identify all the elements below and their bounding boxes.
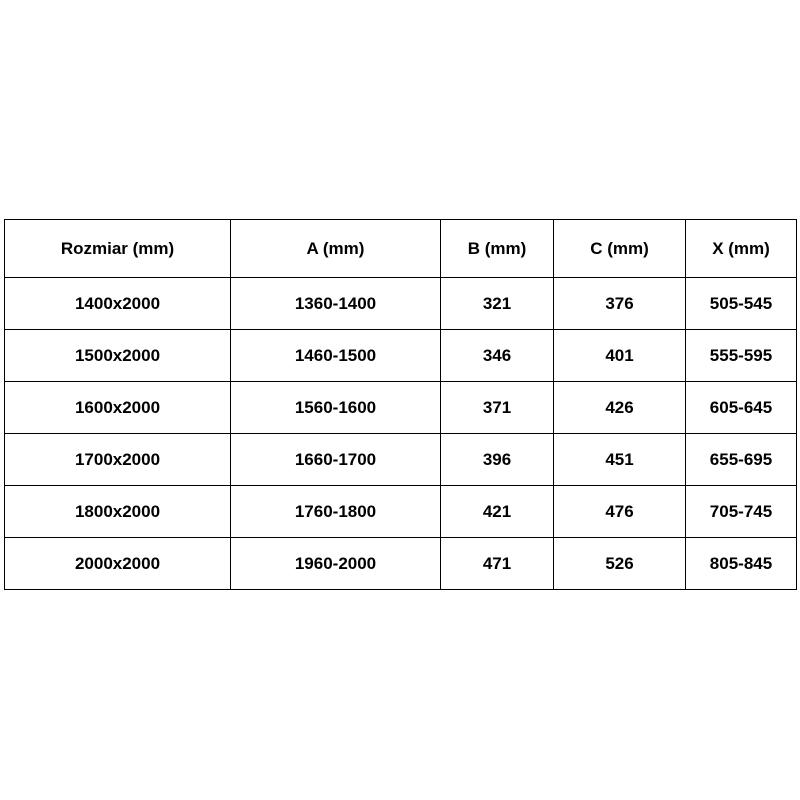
cell-rozmiar: 1700x2000: [5, 434, 231, 486]
cell-c: 376: [554, 278, 686, 330]
cell-a: 1760-1800: [231, 486, 441, 538]
table-row: [5, 538, 797, 590]
cell-c: 476: [554, 486, 686, 538]
cell-rozmiar: 2000x2000: [5, 538, 231, 590]
cell-x: 705-745: [686, 486, 797, 538]
cell-a: 1360-1400: [231, 278, 441, 330]
cell-x: 655-695: [686, 434, 797, 486]
table-row: [5, 486, 797, 538]
cell-rozmiar: 1600x2000: [5, 382, 231, 434]
cell-x: 555-595: [686, 330, 797, 382]
cell-a: 1460-1500: [231, 330, 441, 382]
cell-b: 346: [441, 330, 554, 382]
table-row: [5, 434, 797, 486]
cell-a: 1560-1600: [231, 382, 441, 434]
cell-rozmiar: 1800x2000: [5, 486, 231, 538]
cell-c: 526: [554, 538, 686, 590]
cell-x: 505-545: [686, 278, 797, 330]
column-header-x: X (mm): [686, 220, 797, 278]
column-header-b: B (mm): [441, 220, 554, 278]
table-header-row: [5, 220, 797, 278]
cell-x: 805-845: [686, 538, 797, 590]
cell-b: 421: [441, 486, 554, 538]
cell-b: 371: [441, 382, 554, 434]
cell-c: 451: [554, 434, 686, 486]
table-row: [5, 278, 797, 330]
cell-b: 396: [441, 434, 554, 486]
cell-rozmiar: 1500x2000: [5, 330, 231, 382]
table-row: [5, 382, 797, 434]
cell-c: 401: [554, 330, 686, 382]
cell-b: 321: [441, 278, 554, 330]
column-header-c: C (mm): [554, 220, 686, 278]
column-header-rozmiar: Rozmiar (mm): [5, 220, 231, 278]
cell-x: 605-645: [686, 382, 797, 434]
cell-rozmiar: 1400x2000: [5, 278, 231, 330]
dimensions-table: [4, 219, 797, 590]
table-row: [5, 330, 797, 382]
cell-a: 1660-1700: [231, 434, 441, 486]
cell-b: 471: [441, 538, 554, 590]
cell-c: 426: [554, 382, 686, 434]
spec-table-container: [4, 219, 796, 590]
column-header-a: A (mm): [231, 220, 441, 278]
cell-a: 1960-2000: [231, 538, 441, 590]
